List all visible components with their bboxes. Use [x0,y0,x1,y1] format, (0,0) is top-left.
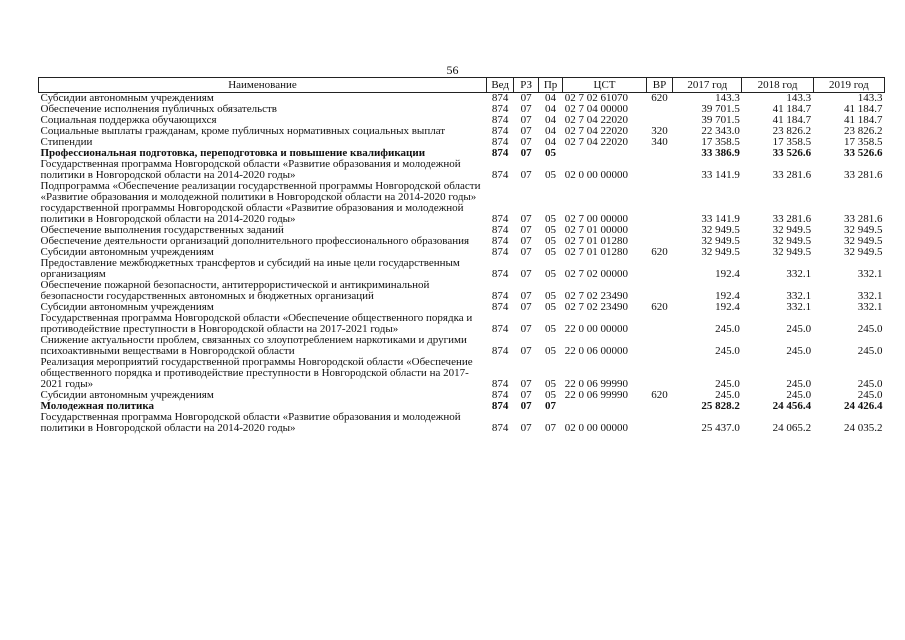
cell-ved: 874 [491,213,509,225]
cell-cst: 02 7 04 22020 [564,125,629,137]
cell-vr: 620 [651,389,668,401]
cell-cst: 02 7 04 22020 [564,136,629,148]
cell-cst: 02 7 02 61070 [564,92,629,104]
cell-vr [646,159,672,181]
cell-2018: 32 949.5 [772,235,812,247]
cell-2019: 24 035.2 [844,422,883,434]
table-row [39,181,885,225]
cell-rz: 07 [520,389,532,401]
budget-table [38,77,885,434]
cell-pr: 05 [545,323,557,335]
cell-2019: 33 281.6 [844,213,883,225]
cell-name: Обеспечение деятельности организаций дополнительного профессионального образования [40,235,470,247]
cell-ved: 874 [491,389,509,401]
cell-2018: 41 184.7 [772,103,812,115]
cell-pr: 07 [545,400,557,412]
cell-name: Обеспечение выполнения государственных заданий [40,224,284,236]
header-2017: 2017 год [673,78,742,93]
cell-ved: 874 [491,246,509,258]
header-2018: 2018 год [742,78,813,93]
cell-vr: 620 [651,246,668,258]
header-vr: ВР [646,78,672,93]
cell-rz: 07 [520,323,532,335]
cell-cst: 02 0 00 00000 [564,422,629,434]
cell-2019: 245.0 [857,378,883,390]
cell-ved: 874 [491,378,509,390]
cell-name: Субсидии автономным учреждениям [40,389,214,401]
cell-2018: 33 281.6 [772,213,812,225]
cell-rz: 07 [520,290,532,302]
cell-rz: 07 [520,268,532,280]
cell-cst: 02 7 04 22020 [564,114,629,126]
cell-name: Государственная программа Новгородской области «Развитие образования и молодежной политики в Новгородской области на 2014-2020 годы» [40,158,461,181]
cell-2017: 32 949.5 [701,246,740,258]
cell-2019: 332.1 [857,301,883,313]
cell-ved: 874 [491,235,509,247]
cell-pr: 04 [545,136,557,148]
cell-2019: 32 949.5 [844,246,883,258]
cell-cst: 22 0 06 00000 [564,345,629,357]
cell-2017: 25 437.0 [701,422,740,434]
cell-vr: 620 [651,92,668,104]
cell-2019: 32 949.5 [844,224,883,236]
cell-name: Стипендии [40,136,93,148]
cell-ved: 874 [491,114,509,126]
cell-2017: 25 828.2 [701,400,740,412]
cell-vr: 340 [651,136,668,148]
cell-cst [563,148,646,159]
cell-ved: 874 [491,103,509,115]
cell-pr: 05 [545,224,557,236]
header-cst: ЦСТ [563,78,646,93]
cell-2019: 33 281.6 [844,169,883,181]
cell-2017: 33 141.9 [701,169,740,181]
cell-name: Подпрограмма «Обеспечение реализации государственной программы Новгородской области «Развитие образования и молодежной политики в Новгородской области на 2014-2020 годы» государственной программы Новгородской области «Развитие образования и молодежной политики в Новгородской области на 2014-2020 годы» [40,180,481,225]
table-body [39,93,885,435]
cell-rz: 07 [520,235,532,247]
table-row [39,357,885,390]
cell-2017: 33 141.9 [701,213,740,225]
cell-rz: 07 [520,92,532,104]
cell-name: Государственная программа Новгородской области «Обеспечение общественного порядка и противодействие преступности в Новгородской области на 2017-2021 годы» [40,312,473,335]
cell-name: Государственная программа Новгородской области «Развитие образования и молодежной политики в Новгородской области на 2014-2020 годы» [40,411,461,434]
cell-2018: 23 826.2 [772,125,812,137]
cell-pr: 05 [545,147,557,159]
cell-pr: 07 [545,422,557,434]
cell-2018: 24 456.4 [772,400,812,412]
cell-2018: 32 949.5 [772,224,812,236]
cell-pr: 04 [545,125,557,137]
cell-2018: 332.1 [786,290,812,302]
cell-cst: 02 7 01 01280 [564,246,629,258]
cell-vr: 320 [651,125,668,137]
cell-2017: 143.3 [715,92,740,104]
cell-ved: 874 [491,92,509,104]
cell-pr: 05 [545,213,557,225]
cell-pr: 04 [545,92,557,104]
table-header-row [39,78,885,93]
cell-2018: 245.0 [786,345,812,357]
cell-2017: 32 949.5 [701,235,740,247]
cell-rz: 07 [520,114,532,126]
cell-pr: 05 [545,235,557,247]
cell-rz: 07 [520,400,532,412]
cell-ved: 874 [491,125,509,137]
cell-ved: 874 [491,169,509,181]
table-row [39,126,885,137]
cell-2019: 33 526.6 [844,147,883,159]
cell-name: Предоставление межбюджетных трансфертов и субсидий на иные цели государственным организациям [40,257,460,280]
cell-cst: 22 0 06 99990 [564,389,629,401]
cell-vr [646,412,672,434]
cell-vr [646,225,672,236]
cell-2019: 32 949.5 [844,235,883,247]
cell-2017: 245.0 [715,345,740,357]
cell-pr: 05 [545,378,557,390]
cell-2019: 41 184.7 [844,114,883,126]
cell-2017: 192.4 [715,301,740,313]
cell-vr [646,258,672,280]
cell-2017: 192.4 [715,290,740,302]
cell-ved: 874 [491,268,509,280]
cell-2017: 245.0 [715,378,740,390]
cell-2018: 245.0 [786,323,812,335]
cell-2017: 39 701.5 [701,114,740,126]
cell-2018: 33 526.6 [772,147,812,159]
cell-pr: 04 [545,103,557,115]
cell-cst: 02 7 01 01280 [564,235,629,247]
cell-2019: 332.1 [857,290,883,302]
cell-2017: 192.4 [715,268,740,280]
cell-2018: 41 184.7 [772,114,812,126]
cell-2018: 32 949.5 [772,246,812,258]
cell-ved: 874 [491,422,509,434]
cell-rz: 07 [520,125,532,137]
cell-2018: 143.3 [786,92,812,104]
cell-name: Социальные выплаты гражданам, кроме публичных нормативных социальных выплат [40,125,446,137]
cell-rz: 07 [520,103,532,115]
cell-2017: 32 949.5 [701,224,740,236]
cell-vr [646,357,672,390]
cell-2018: 245.0 [786,378,812,390]
cell-vr [646,280,672,302]
cell-cst: 02 7 01 00000 [564,224,629,236]
cell-rz: 07 [520,246,532,258]
cell-2018: 332.1 [786,268,812,280]
cell-2017: 22 343.0 [701,125,740,137]
cell-name: Профессиональная подготовка, переподготовка и повышение квалификации [40,147,426,159]
cell-vr: 620 [651,301,668,313]
cell-vr [646,313,672,335]
table-row [39,159,885,181]
cell-2019: 23 826.2 [844,125,883,137]
cell-ved: 874 [491,136,509,148]
cell-cst: 02 7 02 00000 [564,268,629,280]
cell-rz: 07 [520,378,532,390]
cell-2019: 17 358.5 [844,136,883,148]
header-name: Наименование [39,78,487,93]
table-row [39,335,885,357]
cell-vr [646,401,672,412]
table-row [39,390,885,401]
cell-name: Молодежная политика [40,400,155,412]
cell-pr: 05 [545,290,557,302]
cell-rz: 07 [520,136,532,148]
table-row [39,412,885,434]
cell-pr: 05 [545,246,557,258]
cell-ved: 874 [491,224,509,236]
cell-vr [646,335,672,357]
cell-cst: 02 7 02 23490 [564,301,629,313]
cell-vr [646,181,672,225]
cell-vr [646,104,672,115]
cell-pr: 05 [545,301,557,313]
cell-rz: 07 [520,147,532,159]
cell-rz: 07 [520,213,532,225]
cell-2017: 17 358.5 [701,136,740,148]
header-pr: Пр [538,78,562,93]
cell-pr: 05 [545,268,557,280]
cell-cst: 02 7 02 23490 [564,290,629,302]
cell-ved: 874 [491,290,509,302]
header-rz: РЗ [514,78,538,93]
cell-cst [563,401,646,412]
cell-2018: 332.1 [786,301,812,313]
cell-name: Снижение актуальности проблем, связанных со злоупотреблением наркотиками и другими психоактивными веществами в Новгородской области [40,334,467,357]
cell-2017: 39 701.5 [701,103,740,115]
cell-name: Субсидии автономным учреждениям [40,92,214,104]
cell-2017: 33 386.9 [701,147,740,159]
cell-2017: 245.0 [715,323,740,335]
table-row [39,280,885,302]
table-row [39,258,885,280]
cell-name: Реализация мероприятий государственной программы Новгородской области «Обеспечение общественного порядка и противодействие преступности в Новгородской области на 2017-2021 годы» [40,356,473,390]
cell-2017: 245.0 [715,389,740,401]
cell-cst: 22 0 00 00000 [564,323,629,335]
cell-2019: 332.1 [857,268,883,280]
header-2019: 2019 год [813,78,884,93]
cell-cst: 02 7 04 00000 [564,103,629,115]
page-number: 56 [446,63,459,77]
cell-2018: 17 358.5 [772,136,812,148]
cell-ved: 874 [491,301,509,313]
cell-name: Субсидии автономным учреждениям [40,246,214,258]
table-row [39,313,885,335]
cell-rz: 07 [520,422,532,434]
cell-2019: 245.0 [857,345,883,357]
header-ved: Вед [486,78,513,93]
cell-name: Обеспечение пожарной безопасности, антитеррористической и антикриминальной безопасности государственных автономных и бюджетных организаций [40,279,430,302]
cell-pr: 05 [545,345,557,357]
cell-ved: 874 [491,147,509,159]
cell-ved: 874 [491,400,509,412]
cell-2019: 41 184.7 [844,103,883,115]
cell-name: Социальная поддержка обучающихся [40,114,217,126]
cell-cst: 02 0 00 00000 [564,169,629,181]
cell-ved: 874 [491,323,509,335]
cell-rz: 07 [520,301,532,313]
cell-2019: 143.3 [857,92,883,104]
cell-rz: 07 [520,169,532,181]
cell-pr: 04 [545,114,557,126]
cell-name: Обеспечение исполнения публичных обязательств [40,103,278,115]
cell-cst: 02 7 00 00000 [564,213,629,225]
cell-2019: 245.0 [857,323,883,335]
cell-2018: 245.0 [786,389,812,401]
cell-2019: 24 426.4 [844,400,883,412]
cell-2019: 245.0 [857,389,883,401]
cell-ved: 874 [491,345,509,357]
cell-2018: 33 281.6 [772,169,812,181]
cell-cst: 22 0 06 99990 [564,378,629,390]
cell-vr [646,148,672,159]
cell-name: Субсидии автономным учреждениям [40,301,214,313]
cell-pr: 05 [545,169,557,181]
cell-pr: 05 [545,389,557,401]
cell-2018: 24 065.2 [772,422,812,434]
cell-rz: 07 [520,345,532,357]
cell-rz: 07 [520,224,532,236]
